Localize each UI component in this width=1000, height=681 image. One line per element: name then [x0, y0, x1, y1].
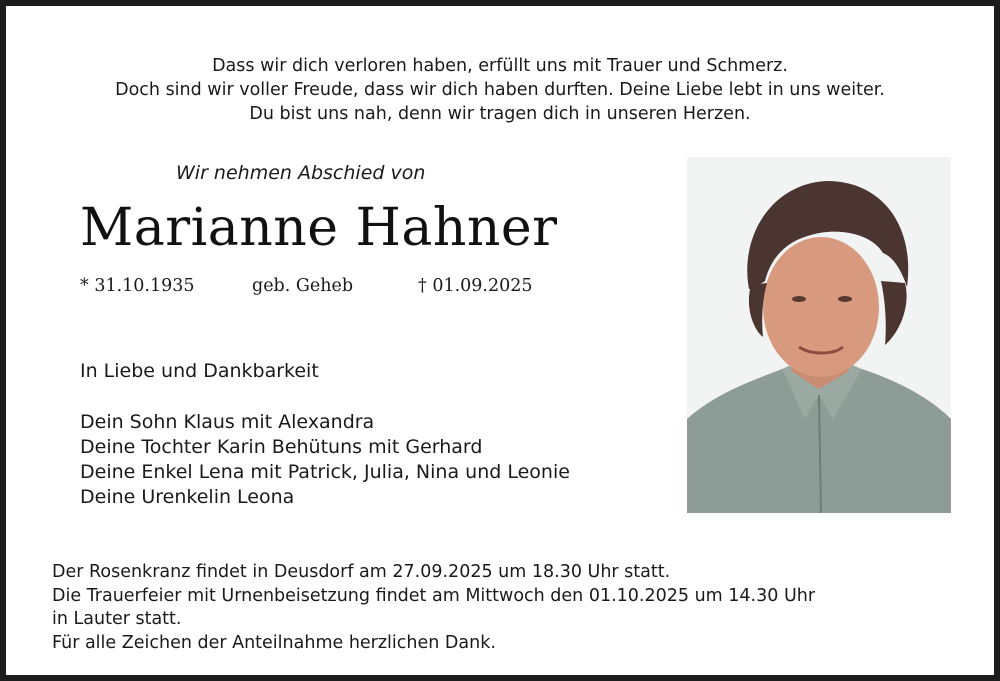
- memorial-poem: [6, 54, 994, 126]
- detail-line: Die Trauerfeier mit Urnenbeisetzung findet am Mittwoch den 01.10.2025 um 14.30 Uhr: [52, 585, 816, 606]
- poem-line: Du bist uns nah, denn wir tragen dich in unseren Herzen.: [249, 104, 751, 124]
- portrait-illustration: [687, 157, 951, 513]
- birth-date: * 31.10.1935: [80, 276, 195, 296]
- farewell-intro: Wir nehmen Abschied von: [176, 162, 426, 184]
- detail-line: in Lauter statt.: [52, 609, 182, 629]
- mourner-line: Deine Urenkelin Leona: [80, 486, 295, 508]
- death-date: † 01.09.2025: [418, 276, 533, 296]
- detail-line: Für alle Zeichen der Anteilnahme herzlichen Dank.: [52, 632, 496, 653]
- deceased-name: Marianne Hahner: [80, 198, 558, 258]
- mourner-line: Deine Enkel Lena mit Patrick, Julia, Nina und Leonie: [80, 461, 570, 483]
- mourner-line: Deine Tochter Karin Behütuns mit Gerhard: [80, 436, 483, 458]
- portrait-photo: [687, 157, 951, 513]
- poem-line: Dass wir dich verloren haben, erfüllt uns mit Trauer und Schmerz.: [212, 56, 788, 76]
- poem-line: Doch sind wir voller Freude, dass wir dich haben durften. Deine Liebe lebt in uns weiter.: [115, 80, 885, 100]
- mourners-list: [80, 410, 570, 510]
- maiden-name: geb. Geheb: [252, 276, 354, 296]
- mourner-line: Dein Sohn Klaus mit Alexandra: [80, 411, 375, 433]
- dedication: In Liebe und Dankbarkeit: [80, 360, 319, 382]
- service-details: [52, 561, 815, 655]
- detail-line: Der Rosenkranz findet in Deusdorf am 27.09.2025 um 18.30 Uhr statt.: [52, 562, 671, 582]
